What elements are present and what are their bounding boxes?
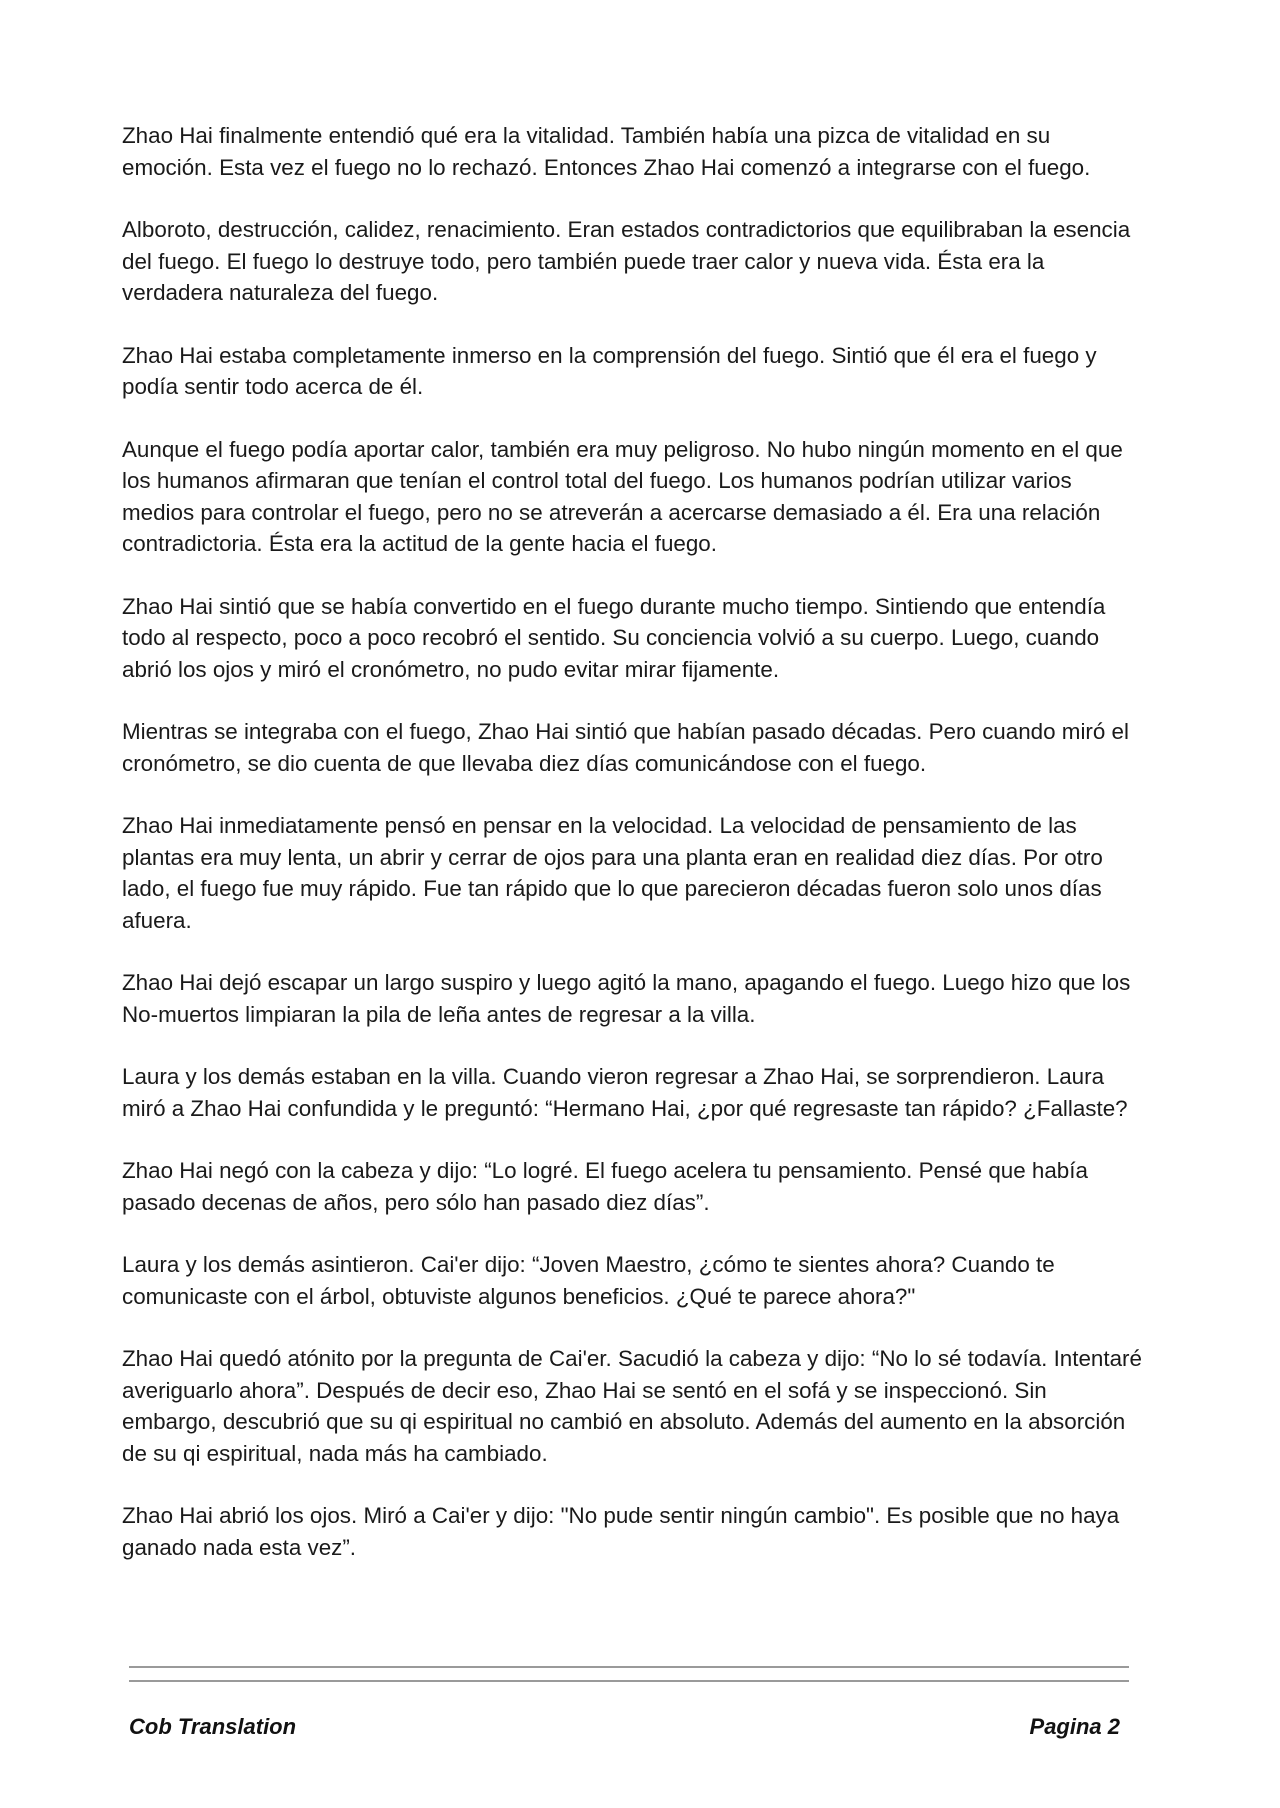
paragraph-9: Laura y los demás estaban en la villa. Cuando vieron regresar a Zhao Hai, se sorprendieron. Laura miró a Zhao Hai confundida y le preguntó: “Hermano Hai, ¿por qué regresaste tan rápido? ¿Fallaste? [122,1064,1128,1121]
footer-translator-credit: Cob Translation [129,1714,297,1739]
paragraph-1: Zhao Hai finalmente entendió qué era la vitalidad. También había una pizca de vitalidad en su emoción. Esta vez el fuego no lo rechazó. Entonces Zhao Hai comenzó a integrarse con el fuego. [122,123,1091,180]
document-body [122,120,1142,1594]
paragraph-5: Zhao Hai sintió que se había convertido en el fuego durante mucho tiempo. Sintiendo que entendía todo al respecto, poco a poco recobró el sentido. Su conciencia volvió a su cuerpo. Luego, cuando abrió los ojos y miró el cronómetro, no pudo evitar mirar fijamente. [122,593,1106,682]
paragraph-7: Zhao Hai inmediatamente pensó en pensar en la velocidad. La velocidad de pensamiento de las plantas era muy lenta, un abrir y cerrar de ojos para una planta eran en realidad diez días. Por otro lado, el fuego fue muy rápido. Fue tan rápido que lo que parecieron décadas fueron solo unos días afuera. [122,813,1103,933]
paragraph-4: Aunque el fuego podía aportar calor, también era muy peligroso. No hubo ningún momento en el que los humanos afirmaran que tenían el control total del fuego. Los humanos podrían utilizar varios medios para controlar el fuego, pero no se atreverán a acercarse demasiado a él. Era una relación contradictoria. Ésta era la actitud de la gente hacia el fuego. [122,436,1123,556]
footer-divider-bottom [129,1680,1129,1682]
footer-divider-top [129,1666,1129,1668]
paragraph-10: Zhao Hai negó con la cabeza y dijo: “Lo logré. El fuego acelera tu pensamiento. Pensé que había pasado decenas de años, pero sólo han pasado diez días”. [122,1158,1088,1215]
paragraph-6: Mientras se integraba con el fuego, Zhao Hai sintió que habían pasado décadas. Pero cuando miró el cronómetro, se dio cuenta de que llevaba diez días comunicándose con el fuego. [122,719,1129,776]
paragraph-12: Zhao Hai quedó atónito por la pregunta de Cai'er. Sacudió la cabeza y dijo: “No lo sé todavía. Intentaré averiguarlo ahora”. Después de decir eso, Zhao Hai se sentó en el sofá y se inspeccionó. Sin embargo, descubrió que su qi espiritual no cambió en absoluto. Además del aumento en la absorción de su qi espiritual, nada más ha cambiado. [122,1346,1142,1466]
paragraph-13: Zhao Hai abrió los ojos. Miró a Cai'er y dijo: "No pude sentir ningún cambio". Es posible que no haya ganado nada esta vez”. [122,1503,1120,1560]
paragraph-8: Zhao Hai dejó escapar un largo suspiro y luego agitó la mano, apagando el fuego. Luego hizo que los No-muertos limpiaran la pila de leña antes de regresar a la villa. [122,970,1131,1027]
paragraph-11: Laura y los demás asintieron. Cai'er dijo: “Joven Maestro, ¿cómo te sientes ahora? Cuando te comunicaste con el árbol, obtuviste algunos beneficios. ¿Qué te parece ahora?" [122,1252,1055,1309]
footer-page-number: Pagina 2 [1029,1714,1120,1739]
paragraph-3: Zhao Hai estaba completamente inmerso en la comprensión del fuego. Sintió que él era el fuego y podía sentir todo acerca de él. [122,342,1097,399]
paragraph-2: Alboroto, destrucción, calidez, renacimiento. Eran estados contradictorios que equilibraban la esencia del fuego. El fuego lo destruye todo, pero también puede traer calor y nueva vida. Ésta era la verdadera naturaleza del fuego. [122,217,1131,305]
